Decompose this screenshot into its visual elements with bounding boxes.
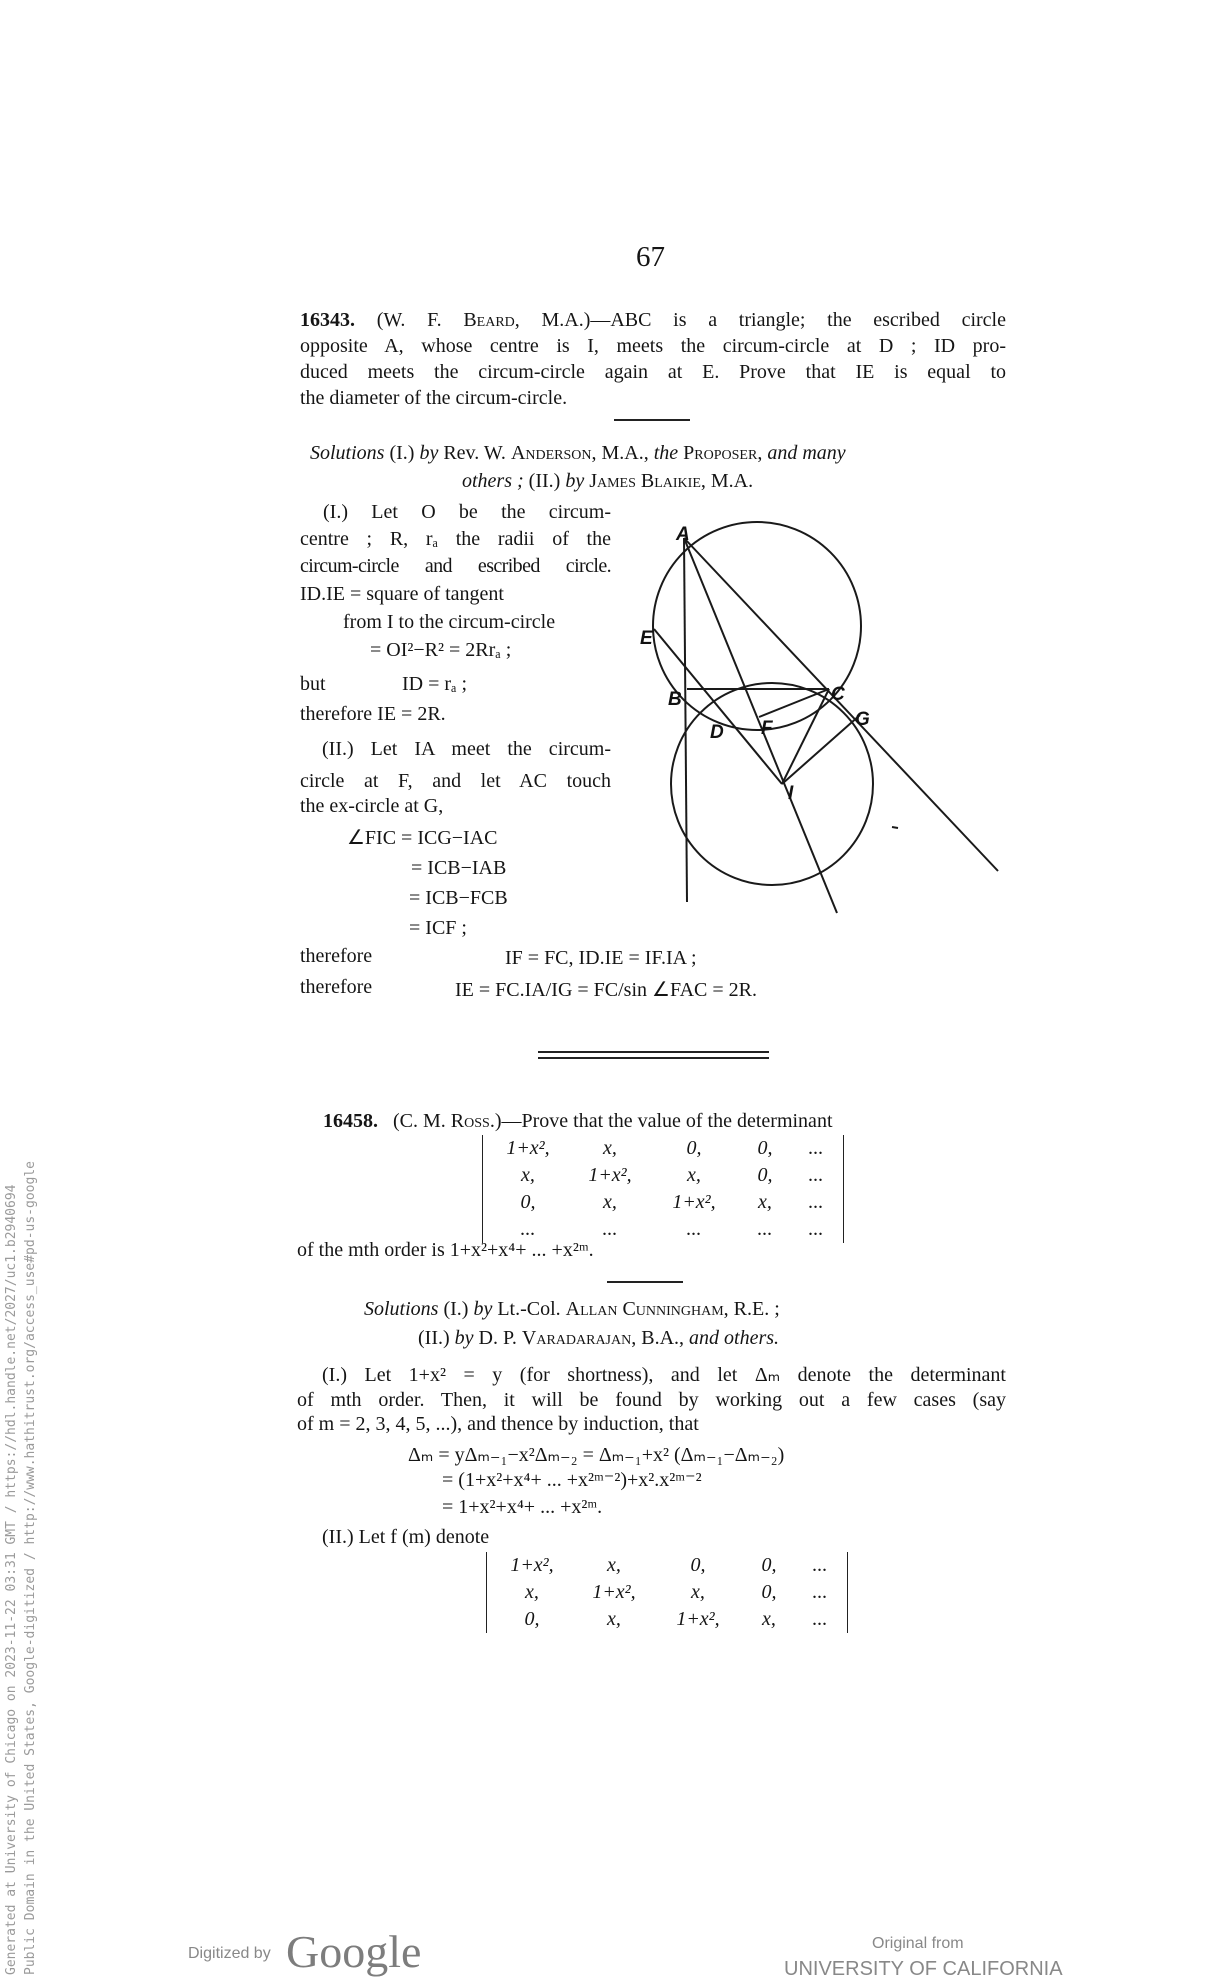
proof-line: = OI²−R² = 2Rrₐ ; [370, 639, 512, 661]
determinant-cell: x, [762, 1608, 776, 1630]
proof-line: = ICF ; [409, 917, 467, 939]
double-rule-bottom [538, 1057, 769, 1059]
text: Solutions [310, 442, 385, 464]
determinant-cell: 0, [761, 1554, 777, 1576]
determinant-cell: 0, [524, 1608, 540, 1630]
determinant-cell: 1+x², [672, 1191, 716, 1213]
solution-paragraph-line: of m = 2, 3, 4, 5, ...), and thence by induction, that [297, 1413, 699, 1435]
line-ci [782, 689, 829, 784]
problem-16343-line-2: opposite A, whose centre is I, meets the circum-circle at D ; ID pro- [300, 335, 1006, 357]
proof-line: circum-circle and escribed circle. [300, 555, 611, 577]
text: and many [767, 442, 846, 464]
solution-2-intro: (II.) Let f (m) denote [322, 1526, 490, 1548]
determinant-cell: x, [603, 1137, 617, 1159]
mark [892, 827, 898, 828]
text: by [565, 470, 585, 492]
double-rule-top [538, 1051, 769, 1053]
proof-line: therefore IE = 2R. [300, 703, 446, 725]
determinant-cell: 1+x², [510, 1554, 554, 1576]
determinant-cell: x, [691, 1581, 705, 1603]
order-statement: of the mth order is 1+x²+x⁴+ ... +x²ᵐ. [297, 1239, 594, 1261]
determinant-cell: x, [607, 1608, 621, 1630]
proof-line: from I to the circum-circle [343, 611, 556, 633]
text: the [653, 442, 679, 464]
problem-number: 16458. [323, 1110, 378, 1132]
determinant-cell: ... [812, 1554, 828, 1576]
determinant-cell: ... [808, 1137, 824, 1159]
author-name: Varadarajan [521, 1327, 632, 1349]
solutions-heading-2 [418, 1326, 779, 1350]
determinant-cell: 0, [757, 1137, 773, 1159]
proposer-name: Beard [463, 309, 515, 331]
equation-3: = 1+x²+x⁴+ ... +x²ᵐ. [442, 1496, 603, 1518]
determinant-cell: ... [808, 1191, 824, 1213]
determinant-cell: 1+x², [588, 1164, 632, 1186]
problem-16458-line-1 [323, 1109, 833, 1133]
determinant-cell: ... [520, 1218, 536, 1240]
watermark-line: Generated at University of Chicago on 2023-11-22 03:31 GMT / https://hdl.handle.net/2027/uc1.b2940694 [4, 1184, 19, 1975]
label-e: E [640, 628, 653, 649]
determinant-cell: x, [525, 1581, 539, 1603]
proof-line: but [300, 673, 326, 695]
proposer-name: Ross [450, 1110, 490, 1132]
determinant-cell: 1+x², [676, 1608, 720, 1630]
determinant [486, 1552, 848, 1633]
determinant-cell: 1+x², [592, 1581, 636, 1603]
determinant-cell: ... [812, 1581, 828, 1603]
text: (I.) [384, 442, 420, 464]
proof-line: circle at F, and let AC touch [300, 770, 611, 792]
proof-line: ID.IE = square of tangent [300, 583, 504, 605]
conclusion-1: IF = FC, ID.IE = IF.IA ; [505, 947, 697, 969]
divider [607, 1281, 683, 1283]
proof-line: = ICB−FCB [409, 887, 508, 909]
label-i: I [788, 783, 794, 804]
line-cf [759, 689, 829, 717]
text: , M.A., [591, 442, 654, 464]
text: , [757, 442, 768, 464]
determinant-cell: x, [607, 1554, 621, 1576]
determinant-cell: 0, [761, 1581, 777, 1603]
text: and others. [689, 1327, 780, 1349]
text: (W. F. [376, 309, 464, 331]
text: , R.E. ; [723, 1298, 780, 1320]
label-a: A [676, 524, 690, 545]
text: , B.A., [631, 1327, 690, 1349]
proof-line: centre ; R, rₐ the radii of the [300, 528, 611, 550]
text: (C. M. [393, 1110, 451, 1132]
digitized-by-label: Digitized by [188, 1945, 271, 1962]
text: D. P. [473, 1327, 522, 1349]
text: (I.) [438, 1298, 474, 1320]
conclusion-label: therefore [300, 976, 373, 998]
original-from-label: Original from [872, 1935, 964, 1952]
label-c: C [831, 684, 845, 705]
text: by [419, 442, 439, 464]
line-ab [684, 538, 687, 902]
author-name: Allan Cunningham [565, 1298, 724, 1320]
determinant-cell: x, [687, 1164, 701, 1186]
solution-paragraph-line: of mth order. Then, it will be found by working out a few cases (say [297, 1389, 1006, 1411]
text: , M.A. [700, 470, 754, 492]
determinant-cell: ... [808, 1218, 824, 1240]
text: (II.) [523, 470, 566, 492]
text: (II.) [418, 1327, 455, 1349]
proof-line: = ICB−IAB [411, 857, 507, 879]
text: Lt.-Col. [492, 1298, 566, 1320]
text: Solutions [364, 1298, 439, 1320]
label-b: B [668, 689, 682, 710]
equation-1: Δₘ = yΔₘ₋₁−x²Δₘ₋₂ = Δₘ₋₁+x² (Δₘ₋₁−Δₘ₋₂) [408, 1444, 785, 1466]
determinant-cell: 0, [690, 1554, 706, 1576]
line-gi [782, 715, 860, 784]
determinant-cell: 0, [757, 1164, 773, 1186]
text: by [454, 1327, 474, 1349]
problem-16343-line-3: duced meets the circum-circle again at E. Prove that IE is equal to [300, 361, 1006, 383]
determinant-cell: ... [808, 1164, 824, 1186]
conclusion-label: therefore [300, 945, 373, 967]
problem-16343-line-4: the diameter of the circum-circle. [300, 387, 568, 409]
text: Rev. W. [438, 442, 511, 464]
determinant-cell: ... [686, 1218, 702, 1240]
label-d: D [710, 722, 724, 743]
text: by [473, 1298, 493, 1320]
determinant-cell: ... [757, 1218, 773, 1240]
determinant-cell: x, [603, 1191, 617, 1213]
determinant-cell: 0, [686, 1137, 702, 1159]
determinant [482, 1135, 844, 1243]
solution-paragraph-line: (I.) Let 1+x² = y (for shortness), and let Δₘ denote the determinant [322, 1364, 1006, 1386]
institution-label: UNIVERSITY OF CALIFORNIA [784, 1958, 1063, 1980]
text: , M.A.)—ABC is a triangle; the escribed circle [514, 309, 1006, 331]
determinant-cell: 0, [520, 1191, 536, 1213]
equation-2: = (1+x²+x⁴+ ... +x²ᵐ⁻²)+x².x²ᵐ⁻² [442, 1469, 702, 1491]
determinant-cell: x, [521, 1164, 535, 1186]
author-name: Proposer [683, 442, 758, 464]
text: .)—Prove that the value of the determinant [489, 1110, 833, 1132]
determinant-cell: 1+x², [506, 1137, 550, 1159]
proof-line: ∠FIC = ICG−IAC [347, 827, 498, 849]
proof-line: ID = rₐ ; [402, 673, 468, 695]
determinant-cell: ... [812, 1608, 828, 1630]
author-name: Anderson [510, 442, 592, 464]
hathitrust-watermark [2, 1161, 40, 1975]
proof-line: the ex-circle at G, [300, 795, 444, 817]
text: others ; [462, 470, 524, 492]
label-g: G [855, 709, 870, 730]
watermark-line: Public Domain in the United States, Google-digitized / http://www.hathitrust.org/access_use#pd-us-google [23, 1161, 38, 1975]
google-logo: Google [286, 1926, 422, 1977]
problem-number: 16343. [300, 309, 355, 331]
author-name: James Blaikie [589, 470, 701, 492]
solutions-heading-1 [364, 1297, 780, 1321]
label-f: F [761, 718, 773, 739]
proof-line: (II.) Let IA meet the circum- [322, 738, 611, 760]
determinant-cell: x, [758, 1191, 772, 1213]
determinant-cell: ... [602, 1218, 618, 1240]
page-number: 67 [636, 241, 665, 273]
conclusion-2: IE = FC.IA/IG = FC/sin ∠FAC = 2R. [455, 979, 757, 1001]
proof-line: (I.) Let O be the circum- [323, 501, 611, 523]
